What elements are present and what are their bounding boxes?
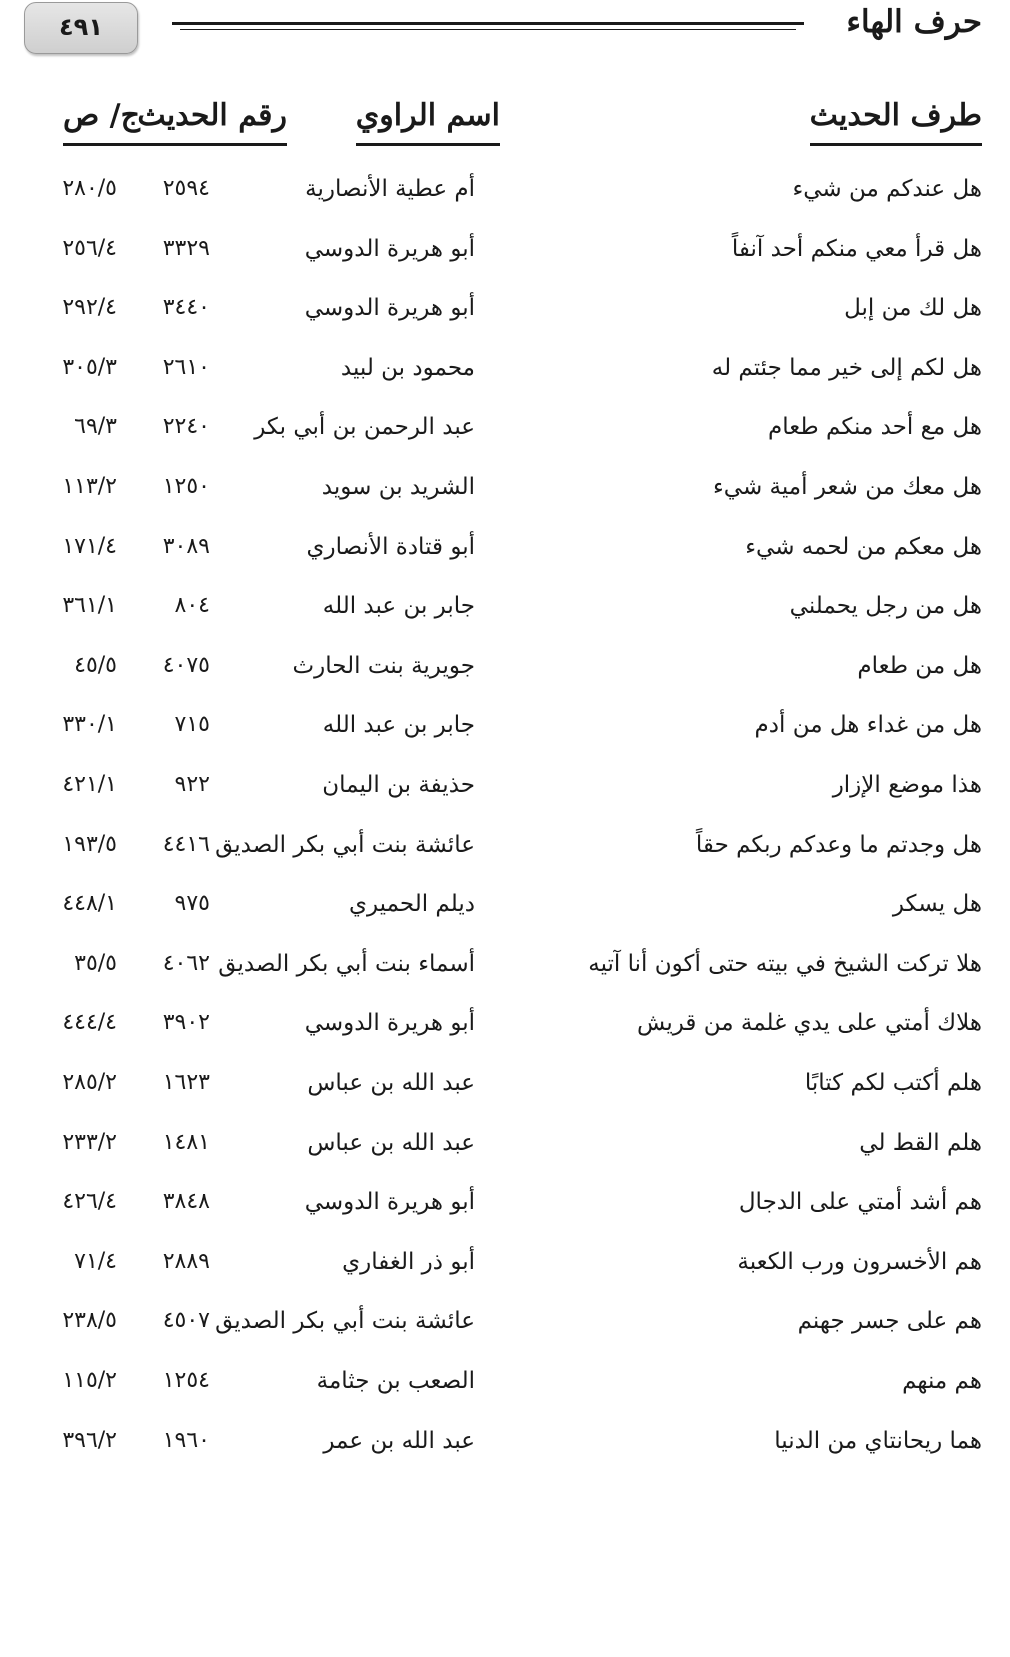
table-row (0, 949, 1010, 1009)
narrator-cell: عبد الله بن عباس (307, 1070, 475, 1096)
hadith-number-cell: ٩٧٥ (174, 891, 210, 917)
hadith-cell: هلم القط لي (859, 1129, 982, 1156)
volume-page-cell: ١٩٣/٥ (62, 831, 117, 857)
hadith-number-cell: ٧١٥ (174, 712, 210, 738)
hadith-cell: هل لك من إبل (844, 295, 982, 322)
table-row (0, 770, 1010, 830)
narrator-cell: أم عطية الأنصارية (305, 176, 475, 202)
hadith-cell: هل من طعام (857, 652, 982, 679)
table-row (0, 293, 1010, 353)
narrator-cell: عائشة بنت أبي بكر الصديق (215, 1308, 475, 1335)
hadith-number-cell: ٩٢٢ (174, 772, 210, 797)
table-row (0, 353, 1010, 413)
table-row (0, 1426, 1010, 1486)
narrator-cell: جابر بن عبد الله (322, 712, 475, 739)
table-row (0, 174, 1010, 234)
volume-page-cell: ١١٥/٢ (62, 1368, 117, 1393)
table-row (0, 591, 1010, 651)
table-row (0, 1366, 1010, 1426)
table-row (0, 234, 1010, 294)
hadith-cell: هل معك من شعر أمية شيء (712, 474, 982, 500)
narrator-cell: عبد الرحمن بن أبي بكر (254, 414, 475, 441)
volume-page-cell: ١١٣/٢ (62, 474, 117, 499)
hadith-number-cell: ٣٠٨٩ (162, 533, 210, 559)
hadith-cell: هلا تركت الشيخ في بيته حتى أكون أنا آتيه (588, 950, 982, 977)
table-row (0, 1187, 1010, 1247)
narrator-cell: أبو قتادة الأنصاري (306, 533, 475, 560)
hadith-cell: هل من غداء هل من أدم (754, 712, 982, 739)
hadith-number-cell: ٢٦١٠ (162, 354, 210, 380)
hadith-number-cell: ٤٤١٦ (162, 831, 210, 857)
volume-page-cell: ٣٠٥/٣ (62, 354, 117, 380)
header-rule (172, 22, 804, 32)
volume-page-cell: ٢٩٢/٤ (62, 295, 117, 321)
narrator-cell: عائشة بنت أبي بكر الصديق (215, 831, 475, 858)
hadith-number-cell: ٨٠٤ (174, 593, 210, 619)
column-header-number: رقم الحديث (137, 98, 287, 146)
narrator-cell: محمود بن لبيد (340, 354, 475, 381)
volume-page-cell: ٧١/٤ (74, 1248, 117, 1274)
volume-page-cell: ١٧١/٤ (62, 533, 117, 559)
volume-page-cell: ٣٦١/١ (62, 593, 117, 619)
hadith-cell: هم أشد أمتي على الدجال (738, 1189, 982, 1216)
header-rule-thin (180, 29, 796, 30)
hadith-number-cell: ٣٤٤٠ (162, 295, 210, 321)
volume-page-cell: ٢٣٨/٥ (62, 1308, 117, 1334)
hadith-number-cell: ١٦٢٣ (162, 1070, 210, 1095)
hadith-number-cell: ١٤٨١ (162, 1129, 210, 1155)
table-row (0, 1068, 1010, 1128)
table-row (0, 532, 1010, 592)
table-row (0, 710, 1010, 770)
volume-page-cell: ٢٣٣/٢ (62, 1129, 117, 1155)
hadith-cell: هل يسكر (892, 891, 982, 918)
narrator-cell: عبد الله بن عباس (307, 1129, 475, 1156)
hadith-number-cell: ٣٩٠٢ (162, 1010, 210, 1036)
hadith-cell: هل قرأ معي منكم أحد آنفاً (731, 235, 982, 262)
hadith-cell: هم على جسر جهنم (797, 1308, 982, 1335)
volume-page-cell: ٤٥/٥ (74, 652, 117, 678)
hadith-number-cell: ٤٠٦٢ (162, 950, 210, 976)
hadith-cell: هذا موضع الإزار (832, 772, 982, 798)
hadith-cell: هلاك أمتي على يدي غلمة من قريش (637, 1010, 982, 1037)
hadith-cell: هل معكم من لحمه شيء (745, 533, 982, 560)
narrator-cell: أبو هريرة الدوسي (304, 1189, 475, 1216)
hadith-cell: هل عندكم من شيء (792, 176, 982, 202)
narrator-cell: أبو هريرة الدوسي (304, 235, 475, 262)
hadith-number-cell: ٤٠٧٥ (162, 652, 210, 678)
column-header-volume-page: ج/ ص (63, 98, 140, 146)
table-row (0, 889, 1010, 949)
narrator-cell: الشريد بن سويد (321, 474, 475, 500)
hadith-number-cell: ١٢٥٠ (162, 474, 210, 499)
table-row (0, 830, 1010, 890)
hadith-cell: هل لكم إلى خير مما جئتم له (711, 354, 982, 381)
table-row (0, 651, 1010, 711)
narrator-cell: أبو ذر الغفاري (342, 1248, 475, 1275)
hadith-number-cell: ٤٥٠٧ (162, 1308, 210, 1334)
volume-page-cell: ٢٨٠/٥ (62, 176, 117, 201)
hadith-cell: هما ريحانتاي من الدنيا (774, 1427, 982, 1454)
narrator-cell: عبد الله بن عمر (323, 1427, 475, 1454)
narrator-cell: أبو هريرة الدوسي (304, 295, 475, 322)
hadith-cell: هلم أكتب لكم كتابًا (804, 1070, 982, 1096)
hadith-cell: هل مع أحد منكم طعام (768, 414, 982, 441)
hadith-number-cell: ٣٨٤٨ (162, 1189, 210, 1215)
volume-page-cell: ٣٩٦/٢ (62, 1427, 117, 1453)
hadith-number-cell: ١٩٦٠ (162, 1427, 210, 1453)
volume-page-cell: ٤٢١/١ (62, 772, 117, 797)
table-row (0, 472, 1010, 532)
hadith-number-cell: ٢٢٤٠ (162, 414, 210, 440)
header-rule-thick (172, 22, 804, 25)
volume-page-cell: ٦٩/٣ (74, 414, 117, 440)
chapter-title: حرف الهاء (846, 4, 982, 40)
volume-page-cell: ٢٨٥/٢ (62, 1070, 117, 1095)
volume-page-cell: ٢٥٦/٤ (62, 235, 117, 261)
volume-page-cell: ٤٤٤/٤ (62, 1010, 117, 1036)
volume-page-cell: ٣٣٠/١ (62, 712, 117, 738)
narrator-cell: جابر بن عبد الله (322, 593, 475, 620)
hadith-cell: هم منهم (902, 1368, 982, 1394)
table-row (0, 1247, 1010, 1307)
volume-page-cell: ٤٤٨/١ (62, 891, 117, 917)
page-number-badge (24, 2, 138, 54)
hadith-cell: هل وجدتم ما وعدكم ربكم حقاً (695, 831, 982, 858)
hadith-number-cell: ١٢٥٤ (162, 1368, 210, 1393)
table-row (0, 1306, 1010, 1366)
column-header-hadith: طرف الحديث (810, 98, 982, 146)
volume-page-cell: ٣٥/٥ (74, 950, 117, 976)
table-row (0, 412, 1010, 472)
narrator-cell: الصعب بن جثامة (316, 1368, 475, 1394)
hadith-number-cell: ٢٨٨٩ (162, 1248, 210, 1274)
column-header-narrator: اسم الراوي (356, 98, 500, 146)
page-number: ٤٩١ (59, 13, 103, 41)
narrator-cell: جويرية بنت الحارث (292, 652, 475, 679)
hadith-number-cell: ٢٥٩٤ (162, 176, 210, 201)
page-header (0, 0, 1010, 70)
volume-page-cell: ٤٢٦/٤ (62, 1189, 117, 1215)
hadith-cell: هل من رجل يحملني (789, 593, 982, 620)
hadith-number-cell: ٣٣٢٩ (162, 235, 210, 261)
table-row (0, 1128, 1010, 1188)
hadith-cell: هم الأخسرون ورب الكعبة (737, 1248, 982, 1275)
narrator-cell: حذيفة بن اليمان (322, 772, 475, 798)
narrator-cell: ديلم الحميري (348, 891, 475, 918)
narrator-cell: أبو هريرة الدوسي (304, 1010, 475, 1037)
narrator-cell: أسماء بنت أبي بكر الصديق (218, 950, 475, 977)
table-row (0, 1008, 1010, 1068)
